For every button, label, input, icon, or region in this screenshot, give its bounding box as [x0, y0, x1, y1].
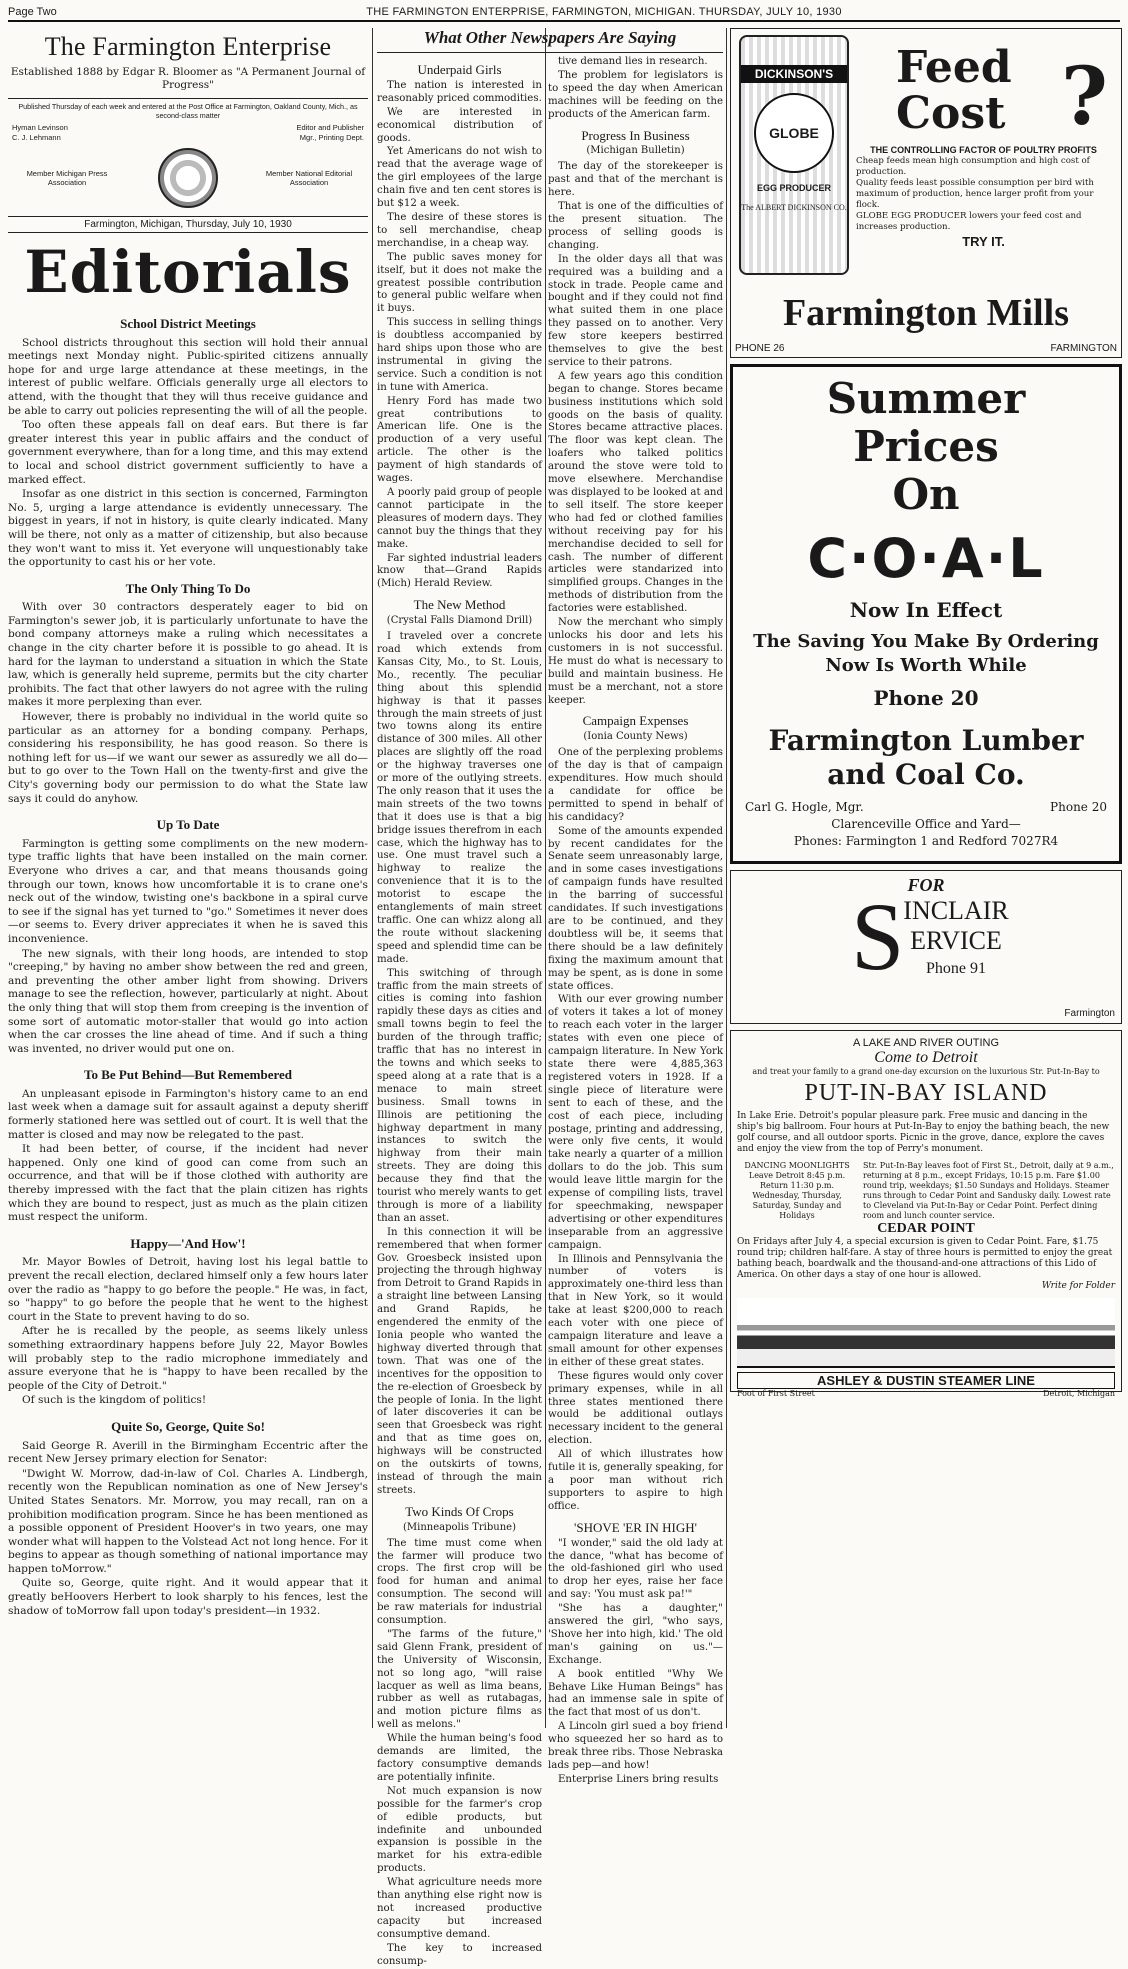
feed-copy [856, 145, 1111, 247]
steamer-write: Write for Folder [1041, 1281, 1115, 1291]
article-paragraph: Of such is the kingdom of politics! [22, 1394, 207, 1407]
steamer-advertisement [730, 1030, 1122, 1398]
article-paragraph: An unpleasant episode in Farmington's history came to an end last week when a damage suit for assault against a deputy sheriff formerly stationed here was settled out of court. It is well that the matter is closed and may now be relegated to the past. [8, 1087, 368, 1141]
article-paragraph: The time must come when the farmer will produce two crops. The first crop will be food for human and animal consumption. The second will be raw materials for industrial consumption. [377, 1537, 542, 1627]
article-paragraph: However, there is probably no individual in the world quite so particular as an attorney for a bonding company. Perhaps, considering his responsibility, he has good reason. So there is nothing left for us—if we want our sewer as assuredly we all do—but to go over to the Town Hall on the twenty-first and give the City's governing body our permission to do what the State law says it could do anyhow. [8, 711, 368, 805]
article-paragraph: We are interested in economical distribution of goods. [377, 106, 542, 144]
steamer-come: Come to Detroit [874, 1049, 978, 1066]
article-paragraph: tive demand lies in research. [558, 56, 708, 67]
editorial-column [8, 28, 368, 1728]
sinclair-phone: Phone 91 [926, 960, 986, 977]
coal-headline: Summer [826, 374, 1026, 423]
article-paragraph: Yet Americans do not wish to read that the average wage of the girl employees of the large chain five and ten cent stores is but $12 a week. [377, 146, 542, 210]
article-paragraph: Enterprise Liners bring results [558, 1773, 719, 1785]
steamer-destination: PUT-IN-BAY ISLAND [804, 1080, 1048, 1106]
article-paragraph: "I wonder," said the old lady at the dance, "what has become of the old-fashioned girl who used to drop her eyes, raise her face and say: 'You must ask pa!'" [548, 1537, 723, 1601]
steamer-address: Foot of First Street [737, 1389, 815, 1398]
steamer-tagline: A LAKE AND RIVER OUTING [852, 1037, 1000, 1049]
article-headline: Underpaid Girls [417, 62, 502, 77]
feed-product: EGG PRODUCER [756, 183, 831, 193]
article-paragraph: It had been better, of course, if the incident had never happened. Only one kind of good can come from such an occurrence, and that will be if those clothed with authority are thereby impressed with the fact that the plain citizen has rights which they are bound to respect, just as much as the plain citizen must respect the uniform. [8, 1143, 368, 1224]
article-paragraph: A poorly paid group of people cannot participate in the pleasures of modern days. They cannot buy the things that they make. [377, 487, 542, 550]
article-headline: Two Kinds Of Crops [405, 1503, 514, 1519]
article-paragraph: Far sighted industrial leaders know that—Grand Rapids (Mich) Herald Review. [377, 552, 542, 590]
article-paragraph: In the older days all that was required was a building and a stock in trade. People came and bought and if they could not find what suited them in one place they passed on to another. Very few store keepers bestirred themselves to give the best service to their patrons. [548, 253, 723, 368]
article-paragraph: A Lincoln girl sued a boy friend who squeezed her so hard as to break three ribs. Those Nebraska lads pep—and how! [548, 1721, 723, 1771]
article-headline: Happy—'And How'! [130, 1235, 246, 1251]
feed-headline-line: Feed [896, 42, 1012, 93]
article-paragraph: In this connection it will be remembered that when former Gov. Groesbeck insisted upon projecting the through highway from Detroit to Grand Rapids in a straight line between Lansing and Grand Rapids, he engendered the enmity of the Ionia people who wanted the highway diverted through that town. That was one of the incentives for the opposition to the re-election of Groesbeck by the people of Ionia. In the light of later discoveries it can be seen that Groesbeck was right and that as time goes on, highways will be constructed on the outskirts of towns, instead of through the main streets. [377, 1226, 542, 1496]
steamer-dancing: DANCING MOONLIGHTS Leave Detroit 8:45 p.m. Return 11:30 p.m. Wednesday, Thursday, Saturday, Sunday and Holidays [744, 1161, 850, 1220]
article-paragraph: While the human being's food demands are limited, the factory consumptive demands are potentially infinite. [377, 1733, 542, 1783]
article-paragraph: I traveled over a concrete road which extends from Kansas City, Mo., to St. Louis, Mo., recently. The peculiar thing about this splendid highway is that it passes through the main streets of just two towns along its entire distance of 300 miles. All other places are slightly off the road or the highway traverses one or more of the outlying streets. The only reason that it uses the main streets of the two towns that it does use is that a big bridge issues therefrom in each case, which the highway has to use. One must travel such a highway to realize the convenience that it is to the motorist to escape the entanglements of main street traffic. One can whizz along all the route without slackening speed and splendid time can be made. [377, 631, 542, 965]
sinclair-name: INCLAIR [903, 896, 1009, 925]
article-paragraph: These figures would only cover primary expenses, while in all three states mentioned there would be additional outlays necessary incident to the general election. [548, 1370, 723, 1447]
coal-manager-row [739, 800, 1113, 814]
steamer-footer [737, 1389, 1115, 1398]
steamer-city: Detroit, Michigan [1043, 1389, 1115, 1398]
article-paragraph: This success in selling things is doubtless accompanied by hard ships upon those who are instrumental in giving the service. Such a condition is not in tune with America. [377, 317, 542, 393]
feed-advertisement [730, 28, 1122, 358]
article-paragraph: Farmington is getting some compliments on the new modern-type traffic lights that have been installed on the main corner. Everyone who drives a car, and that means thousands going through our town, knows how uncomfortable it is to crane one's neck out of the window, twisting one's backbone in a spiral curve to see if the signal has yet turned to "go." Sometimes it never does—or seems to. Every driver appreciates it when he is saved this inconvenience. [8, 837, 368, 945]
article-paragraph: The desire of these stores is to sell merchandise, cheap merchandise, in a cheap way. [377, 211, 542, 249]
page-number: Page Two [8, 6, 57, 18]
article-paragraph: In Illinois and Pennsylvania the number of voters is approximately one-third less than that in New York, so it would take at least $200,000 to reach each voter with one piece of campaign literature and leave a small amount for other expenses in either of these great states. [548, 1253, 723, 1368]
member-label: Member Michigan Press Association [26, 169, 108, 187]
advertisements-column [730, 28, 1122, 1728]
globe-icon: GLOBE [754, 93, 834, 173]
article-paragraph: Said George R. Averill in the Birmingham Eccentric after the recent New Jersey primary election for Senator: [8, 1439, 368, 1466]
article-source: (Michigan Bulletin) [586, 145, 685, 157]
article-paragraph: All of which illustrates how futile it is, generally speaking, for a poor man without rich supporters to aspire to high office. [548, 1449, 723, 1512]
others-column-1 [377, 56, 542, 1967]
place-date: Farmington, Michigan, Thursday, July 10, 1930 [8, 216, 368, 233]
article-paragraph: The key to increased consump- [377, 1942, 542, 1967]
column-rule [372, 28, 373, 1728]
steamer-ship-icon [737, 1298, 1115, 1368]
feed-headline-line: Cost [896, 88, 1006, 139]
coal-manager: Carl G. Hogle, Mgr. [745, 800, 864, 814]
paper-established: Established 1888 by Edgar R. Bloomer as "A Permanent Journal of Progress" [10, 66, 366, 91]
article-paragraph: What agriculture needs more than anything else right now is not increased productive capacity but increased consumptive demand. [377, 1877, 542, 1940]
mills-name: Farmington Mills [782, 292, 1070, 334]
article-paragraph: Henry Ford has made two great contributions to American life. One is the production of a very useful article. The other is the payment of high standards of wages. [377, 395, 542, 485]
staff-role: Mgr., Printing Dept. [299, 132, 364, 142]
steamer-invite: and treat your family to a grand one-day excursion on the luxurious Str. Put-In-Bay to [752, 1067, 1100, 1076]
article-paragraph: With over 30 contractors desperately eager to bid on Farmington's sewer job, it is particularly unfortunate to have the bond company attorneys make a ruling which necessitates a change in the city charter before it is possible to go ahead. It is hard for the layman to understand a situation in which the State law, which is generally held supreme, permits but the city charter prohibits. The fact that other lawyers do not agree with the ruling makes it more perplexing than ever. [8, 601, 368, 709]
feed-line: Quality feeds least possible consumption per bird with maximum of production, hence larger profit from your flock. [856, 178, 1094, 210]
article-paragraph: One of the perplexing problems of the day is that of campaign expenditures. How much should a candidate for office be permitted to spend in behalf of his candidacy? [548, 747, 723, 823]
column-rule [545, 28, 546, 1728]
coal-company: Farmington Lumber and Coal Co. [768, 724, 1084, 791]
article-headline: Quite So, George, Quite So! [111, 1418, 265, 1434]
article-paragraph: Quite so, George, quite right. And it would appear that it greatly beHoovers Herbert to look sharply to his fences, lest the shadow of toMorrow fall upon today's president—in 1932. [8, 1577, 368, 1617]
feed-headline [896, 42, 1012, 139]
article-paragraph: The new signals, with their long hoods, are intended to stop "creeping," by having no amber show between the red and green, and preventing the other amber light from showing. Drivers manage to see the reflection, however, particularly at night. About the only thing that will stop them from creeping is the invention of some sort of automatic motor-staller that would go into action when the car crosses the line ahead of time. And if such a thing was invented, no driver would put one on. [8, 947, 368, 1055]
article-paragraph: School districts throughout this section will hold their annual meetings next Monday night. Public-spirited citizens annually hope for and urge large attendance at these meetings, in the interest of public welfare. Officials generally urge all electors to attend, with the thought that they will thus receive guidance and be able to carry out policies representing the will of all the people. [8, 336, 368, 417]
coal-headline: Prices [853, 422, 999, 471]
article-paragraph: Mr. Mayor Bowles of Detroit, having lost his legal battle to prevent the recall election, declared himself only a few hours later over the radio as "happy to go before the people." He was, in fact, so "happy" to go before the people that he went to the highest court in the State to prevent having to do so. [8, 1256, 368, 1323]
article-paragraph: That is one of the difficulties of the present situation. The process of selling goods is changing. [548, 201, 723, 251]
article-source: (Ionia County News) [583, 731, 688, 743]
article-headline: To Be Put Behind—But Remembered [83, 1067, 292, 1083]
steamer-line-name: ASHLEY & DUSTIN STEAMER LINE [737, 1372, 1115, 1389]
sinclair-town: Farmington [1064, 1008, 1115, 1019]
page-dateline: THE FARMINGTON ENTERPRISE, FARMINGTON, MICHIGAN. THURSDAY, JULY 10, 1930 [366, 6, 842, 18]
staff-role: Editor and Publisher [296, 123, 364, 132]
article-paragraph: "Dwight W. Morrow, dad-in-law of Col. Charles A. Lindbergh, recently won the Republican nomination as one of New Jersey's United States Senators. Mr. Morrow, you may recall, ran on a prohibition modification program. Since he has been mentioned as a possible opponent of President Hoover's in two years, one may wonder what will happen to the Volstead Act not long hence. For it begins to appear as though something of national importance may happen toMorrow." [8, 1467, 368, 1575]
editorials-body [8, 317, 368, 1618]
staff-name: Hyman Levinson [12, 123, 68, 132]
coal-effect: Now In Effect [849, 598, 1003, 622]
column-rule [726, 28, 727, 1728]
article-paragraph: A book entitled "Why We Behave Like Human Beings" has had an immense sale in spite of the fact that most of us don't. [548, 1668, 723, 1719]
feed-maker: The ALBERT DICKINSON CO. [741, 203, 847, 212]
coal-phone: Phone 20 [873, 686, 979, 710]
article-headline: 'SHOVE 'ER IN HIGH' [574, 1519, 697, 1535]
article-paragraph: The problem for legislators is to speed the day when American machines will be feeding on the products of the American farm. [548, 69, 723, 120]
coal-word: C·O·A·L [807, 527, 1045, 590]
article-paragraph: Some of the amounts expended by recent candidates for the Senate seem unreasonably large, and in some cases investigations of campaign funds have resulted in the barring of successful candidates. If such investigations are to be continued, and they doubtless will be, it seems that there should be a law definitely fixing the maximum amount that may be spent, as is done in some state offices. [548, 825, 723, 992]
paper-title: The Farmington Enterprise [44, 32, 332, 61]
cedar-point-heading: CEDAR POINT [877, 1221, 975, 1236]
feed-try: TRY IT. [962, 234, 1005, 249]
coal-office: Clarenceville Office and Yard— [831, 817, 1021, 831]
article-paragraph: The public saves money for itself, but it does not make the greatest possible contribution to general public welfare when it buys. [377, 251, 542, 315]
association-seal-icon [158, 148, 218, 208]
mills-phone: PHONE 26 [735, 343, 785, 354]
article-paragraph: The day of the storekeeper is past and that of the merchant is here. [548, 161, 723, 199]
feed-brand: DICKINSON'S [741, 65, 847, 83]
article-paragraph: Not much expansion is now possible for the farmer's crop of edible products, but indefinite and unbounded expansion is possible in the market for his extra-edible products. [377, 1785, 542, 1875]
page-header [8, 4, 1120, 22]
article-headline: Progress In Business [581, 127, 690, 143]
article-headline: School District Meetings [120, 316, 256, 331]
sinclair-name: ERVICE [910, 926, 1002, 955]
coal-manager-phone: Phone 20 [1050, 800, 1107, 814]
coal-saving: The Saving You Make By Ordering Now Is Worth While [753, 631, 1099, 676]
article-paragraph: "She has a daughter," answered the girl, "who says, 'Shove her into high, kid.' The old man's gaining on us."—Exchange. [548, 1603, 723, 1666]
article-paragraph: With our ever growing number of voters it takes a lot of money to reach each voter in the larger states with even one piece of campaign literature. In New York state there were 4,885,363 registered voters in 1928. If a single piece of literature were sent to each of these, and the cost of each piece, including postage, printing and addressing, were only five cents, it would take nearly a quarter of a million dollars to do the job. This sum would leave little margin for the expense of compiling lists, travel for speechmaking, newspaper advertising or other expenditures inseparable from an aggressive campaign. [548, 994, 723, 1251]
article-headline: Campaign Expenses [582, 713, 689, 729]
article-headline: The New Method [413, 597, 506, 613]
article-paragraph: Too often these appeals fall on deaf ears. But there is far greater interest this year in public affairs and the conduct of government everywhere, than for a long time, and this may extend to local and school district government sufficiently to have a marked effect. [8, 419, 368, 486]
question-mark-icon: ? [1061, 49, 1108, 143]
feed-controlling: THE CONTROLLING FACTOR OF POULTRY PROFITS [870, 145, 1097, 155]
member-label: Member National Editorial Association [265, 169, 353, 187]
cedar-point-text: On Fridays after July 4, a special excursion is given to Cedar Point. Fare, $1.75 round trip; children half-fare. A stay of three hours is permitted to enjoy the great bathing beach, boardwalk and the thousand-and-one attractions of this Lido of America. On other days a stay of one hour is allowed. [737, 1237, 1113, 1280]
feed-can-icon [739, 35, 849, 275]
article-paragraph: After he is recalled by the people, as seems likely unless something extraordinary happens before July 22, Mayor Bowles will probably step to the radio microphone immediately and assure everyone that he is "happy to have been recalled by the people of the City of Detroit." [8, 1325, 368, 1392]
article-paragraph: A few years ago this condition began to change. Stores became business institutions which sold goods on the basis of quality. Stores became attractive places. The floor was kept clean. The loafers who talked politics around the stove were told to move elsewhere. Merchandise was displayed to be looked at and to sell itself. The store keeper who had fed or clothed families without receiving pay for his merchandise decided to sell for cash. The number of different articles were standarized into simplified groups. Changes in the methods of distribution from the factories were established. [548, 370, 723, 615]
article-paragraph: The nation is interested in reasonably priced commodities. [377, 79, 542, 104]
steamer-schedule: Str. Put-In-Bay leaves foot of First St., Detroit, daily at 9 a.m., returning at 8 p.m., except Fridays, 10:15 p.m. Fare $1.00 round trip, weekdays; $1.50 Sundays and Holidays. Steamer runs through to Cedar Point and Sandusky daily. Lowest rate to Cleveland via Put-In-Bay or Cedar Point. Perfect dining room and lunch counter service. [863, 1161, 1114, 1220]
coal-phones: Phones: Farmington 1 and Redford 7027R4 [793, 834, 1059, 848]
article-source: (Crystal Falls Diamond Drill) [386, 615, 533, 627]
article-source: (Minneapolis Tribune) [403, 1521, 516, 1533]
others-title: What Other Newspapers Are Saying [377, 28, 723, 53]
staff-box [8, 123, 368, 142]
steamer-description: In Lake Erie. Detroit's popular pleasure park. Free music and dancing in the ship's big ballroom. Four hours at Put-In-Bay to enjoy the bathing beach, the new golf course, and all outdoor sports. Picnic in the grove, dance, explore the caves and enjoy the view from the top of Perry's monument. [737, 1111, 1110, 1154]
article-paragraph: This switching of through traffic from the main streets of cities is coming into fashion rapidly these days as cities and small towns begin to feel the burden of the through traffic; traffic that has no interest in the towns and which seeks to speed along at a rate that is a menace to main street business. Small towns in Illinois are petitioning the highway department in many instances to switch the highway from their main streets. They are doing this because they find that the tourist who merely wants to get through is more of a liability than an asset. [377, 967, 542, 1224]
others-header [377, 28, 723, 56]
others-column-2 [548, 56, 723, 1785]
membership-row [8, 148, 368, 208]
coal-advertisement [730, 364, 1122, 864]
staff-name: C. J. Lehmann [12, 132, 61, 142]
coal-headline: On [892, 470, 960, 519]
article-paragraph: Now the merchant who simply unlocks his door and lets his customers in is not successful. He must do what is necessary to build and maintain business. He must be a merchant, not a store keeper. [548, 617, 723, 706]
paper-published: Published Thursday of each week and entered at the Post Office at Farmington, Oakland County, Mich., as second-class matter [8, 98, 368, 120]
feed-line: Cheap feeds mean high consumption and high cost of production. [856, 156, 1090, 177]
sinclair-initial: S [851, 883, 905, 990]
article-headline: The Only Thing To Do [125, 580, 251, 596]
article-paragraph: Insofar as one district in this section is concerned, Farmington No. 5, urging a large attendance is evidently unnecessary. The biggest in years, if not in history, is quite clearly indicated. Many will be there, not only as a matter of citizenship, but also because they won't want to miss it. Yet everyone will unquestionably take the opportunity to cast his or her vote. [8, 488, 368, 569]
feed-line: GLOBE EGG PRODUCER lowers your feed cost and increases production. [856, 211, 1082, 232]
steamer-details [737, 1161, 1115, 1221]
mills-town: FARMINGTON [1050, 343, 1117, 354]
sinclair-for: FOR [907, 875, 945, 895]
article-headline: Up To Date [156, 817, 220, 833]
article-paragraph: "The farms of the future," said Glenn Frank, president of the University of Wisconsin, not so long ago, "will raise lacquer as well as lima beans, rubber as well as rutabagas, and motion picture films as well as melons." [377, 1628, 542, 1731]
sinclair-advertisement [730, 870, 1122, 1024]
section-heading: Editorials [24, 238, 352, 306]
